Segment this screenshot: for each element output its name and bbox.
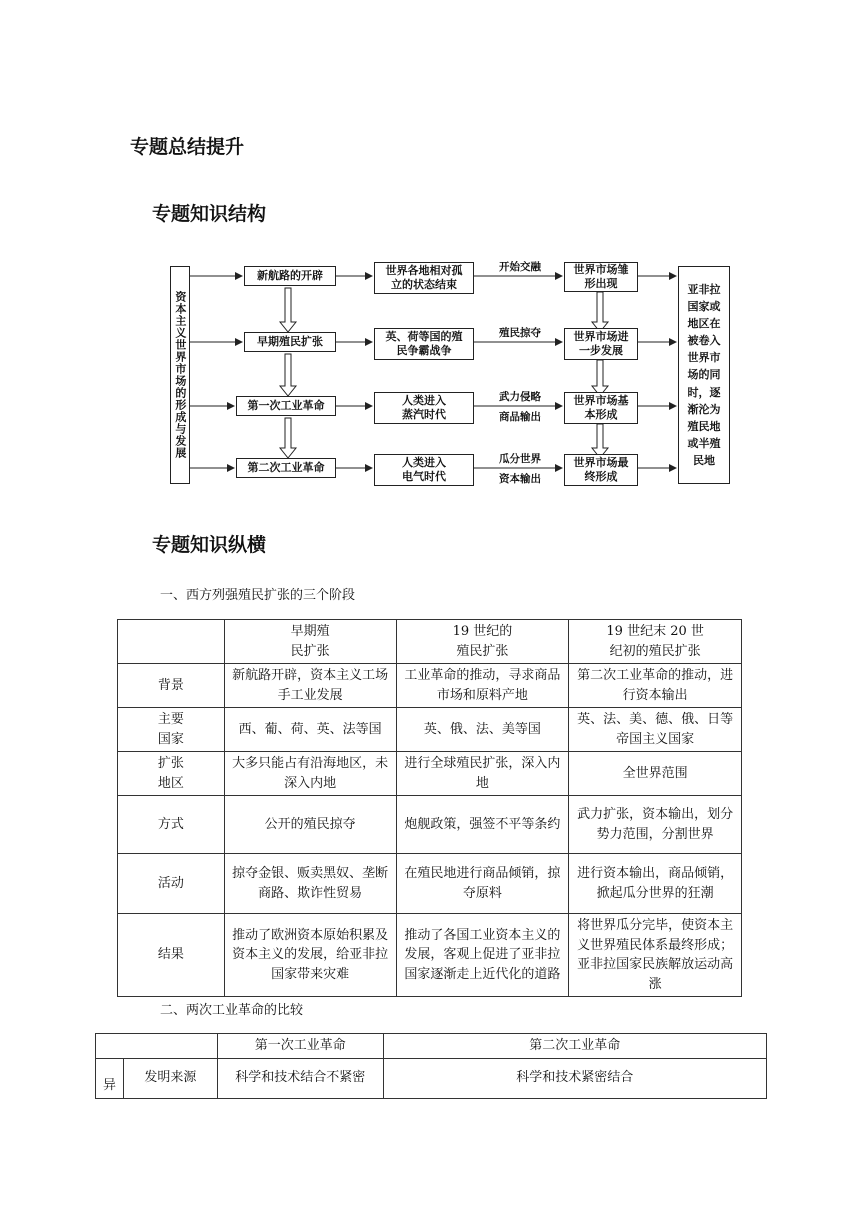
- row-label: 方式: [118, 796, 225, 854]
- table-cell: 大多只能占有沿海地区，未深入内地: [224, 752, 396, 796]
- table-header-cell: 第二次工业革命: [383, 1034, 766, 1059]
- result-box: 世界各地相对孤立的状态结束: [374, 262, 474, 294]
- event-box: 新航路的开辟: [244, 266, 336, 286]
- result-box: 人类进入电气时代: [374, 454, 474, 486]
- table-cell: 英、法、美、德、俄、日等帝国主义国家: [569, 708, 742, 752]
- table-cell: 西、葡、荷、英、法等国: [224, 708, 396, 752]
- industrial-revolution-table: [95, 1033, 767, 1099]
- table-header-cell: 19 世纪末 20 世 纪初的殖民扩张: [569, 620, 742, 664]
- table-row: [96, 1058, 767, 1098]
- table-header-row: [118, 620, 742, 664]
- row-label: 扩张 地区: [118, 752, 225, 796]
- table-cell: 全世界范围: [569, 752, 742, 796]
- table-cell: 工业革命的推动，寻求商品市场和原料产地: [396, 664, 569, 708]
- table-cell: 在殖民地进行商品倾销，掠夺原料: [396, 854, 569, 914]
- table-cell: 进行资本输出，商品倾销，掀起瓜分世界的狂潮: [569, 854, 742, 914]
- table-cell: 推动了各国工业资本主义的发展，客观上促进了亚非拉国家逐渐走上近代化的道路: [396, 914, 569, 997]
- edge-label: 殖民掠夺: [499, 327, 541, 339]
- page-title: 专题总结提升: [130, 136, 245, 158]
- table-header-cell: [96, 1034, 218, 1059]
- event-box: 第二次工业革命: [236, 458, 336, 478]
- result-box: 英、荷等国的殖民争霸战争: [374, 328, 474, 360]
- table-row: [118, 914, 742, 997]
- table-row: [118, 708, 742, 752]
- table-cell: 武力扩张，资本输出，划分势力范围，分割世界: [569, 796, 742, 854]
- diagram-left-box: [170, 266, 190, 484]
- row-label: 主要 国家: [118, 708, 225, 752]
- group-label: 异: [96, 1058, 124, 1098]
- table-cell: 掠夺金银、贩卖黑奴、垄断商路、欺诈性贸易: [224, 854, 396, 914]
- market-box: 世界市场进一步发展: [564, 328, 638, 360]
- market-box: 世界市场最终形成: [564, 454, 638, 486]
- table-cell: 公开的殖民掠夺: [224, 796, 396, 854]
- table-cell: 英、俄、法、美等国: [396, 708, 569, 752]
- result-box: 人类进入蒸汽时代: [374, 392, 474, 424]
- table-cell: 炮舰政策，强签不平等条约: [396, 796, 569, 854]
- row-label: 背景: [118, 664, 225, 708]
- table-row: [118, 796, 742, 854]
- table-cell: 科学和技术紧密结合: [383, 1058, 766, 1098]
- colonial-expansion-table: [117, 619, 742, 997]
- table-header-row: [96, 1034, 767, 1059]
- table-header-cell: 第一次工业革命: [217, 1034, 383, 1059]
- event-box: 早期殖民扩张: [244, 332, 336, 352]
- edge-label: 武力侵略 商品输出: [499, 391, 541, 423]
- table-cell: 进行全球殖民扩张，深入内地: [396, 752, 569, 796]
- table-cell: 科学和技术结合不紧密: [217, 1058, 383, 1098]
- table-cell: 将世界瓜分完毕，使资本主义世界殖民体系最终形成；亚非拉国家民族解放运动高涨: [569, 914, 742, 997]
- row-label: 活动: [118, 854, 225, 914]
- table-cell: 第二次工业革命的推动，进行资本输出: [569, 664, 742, 708]
- horizontal-heading: 专题知识纵横: [152, 534, 267, 556]
- edge-label: 开始交融: [499, 261, 541, 273]
- table-header-cell: 早期殖 民扩张: [224, 620, 396, 664]
- table-row: [118, 664, 742, 708]
- market-box: 世界市场雏形出现: [564, 262, 638, 292]
- market-box: 世界市场基本形成: [564, 392, 638, 424]
- section-2-title: 二、两次工业革命的比较: [160, 1003, 304, 1018]
- table-row: [118, 854, 742, 914]
- diagram-right-box: 亚非拉国家或地区在被卷入世界市场的同时，逐渐沦为殖民地或半殖民地: [678, 266, 730, 484]
- row-label: 结果: [118, 914, 225, 997]
- diagram-left-label: 资本主义世界市场的形成与发展: [173, 291, 187, 459]
- structure-heading: 专题知识结构: [152, 203, 267, 225]
- edge-label: 瓜分世界 资本输出: [499, 453, 541, 485]
- table-header-cell: [118, 620, 225, 664]
- table-cell: 推动了欧洲资本原始积累及资本主义的发展，给亚非拉国家带来灾难: [224, 914, 396, 997]
- event-box: 第一次工业革命: [236, 396, 336, 416]
- section-1-title: 一、西方列强殖民扩张的三个阶段: [160, 588, 356, 603]
- row-label: 发明来源: [123, 1058, 217, 1098]
- knowledge-structure-diagram: [170, 262, 730, 488]
- table-row: [118, 752, 742, 796]
- table-cell: 新航路开辟，资本主义工场手工业发展: [224, 664, 396, 708]
- table-header-cell: 19 世纪的 殖民扩张: [396, 620, 569, 664]
